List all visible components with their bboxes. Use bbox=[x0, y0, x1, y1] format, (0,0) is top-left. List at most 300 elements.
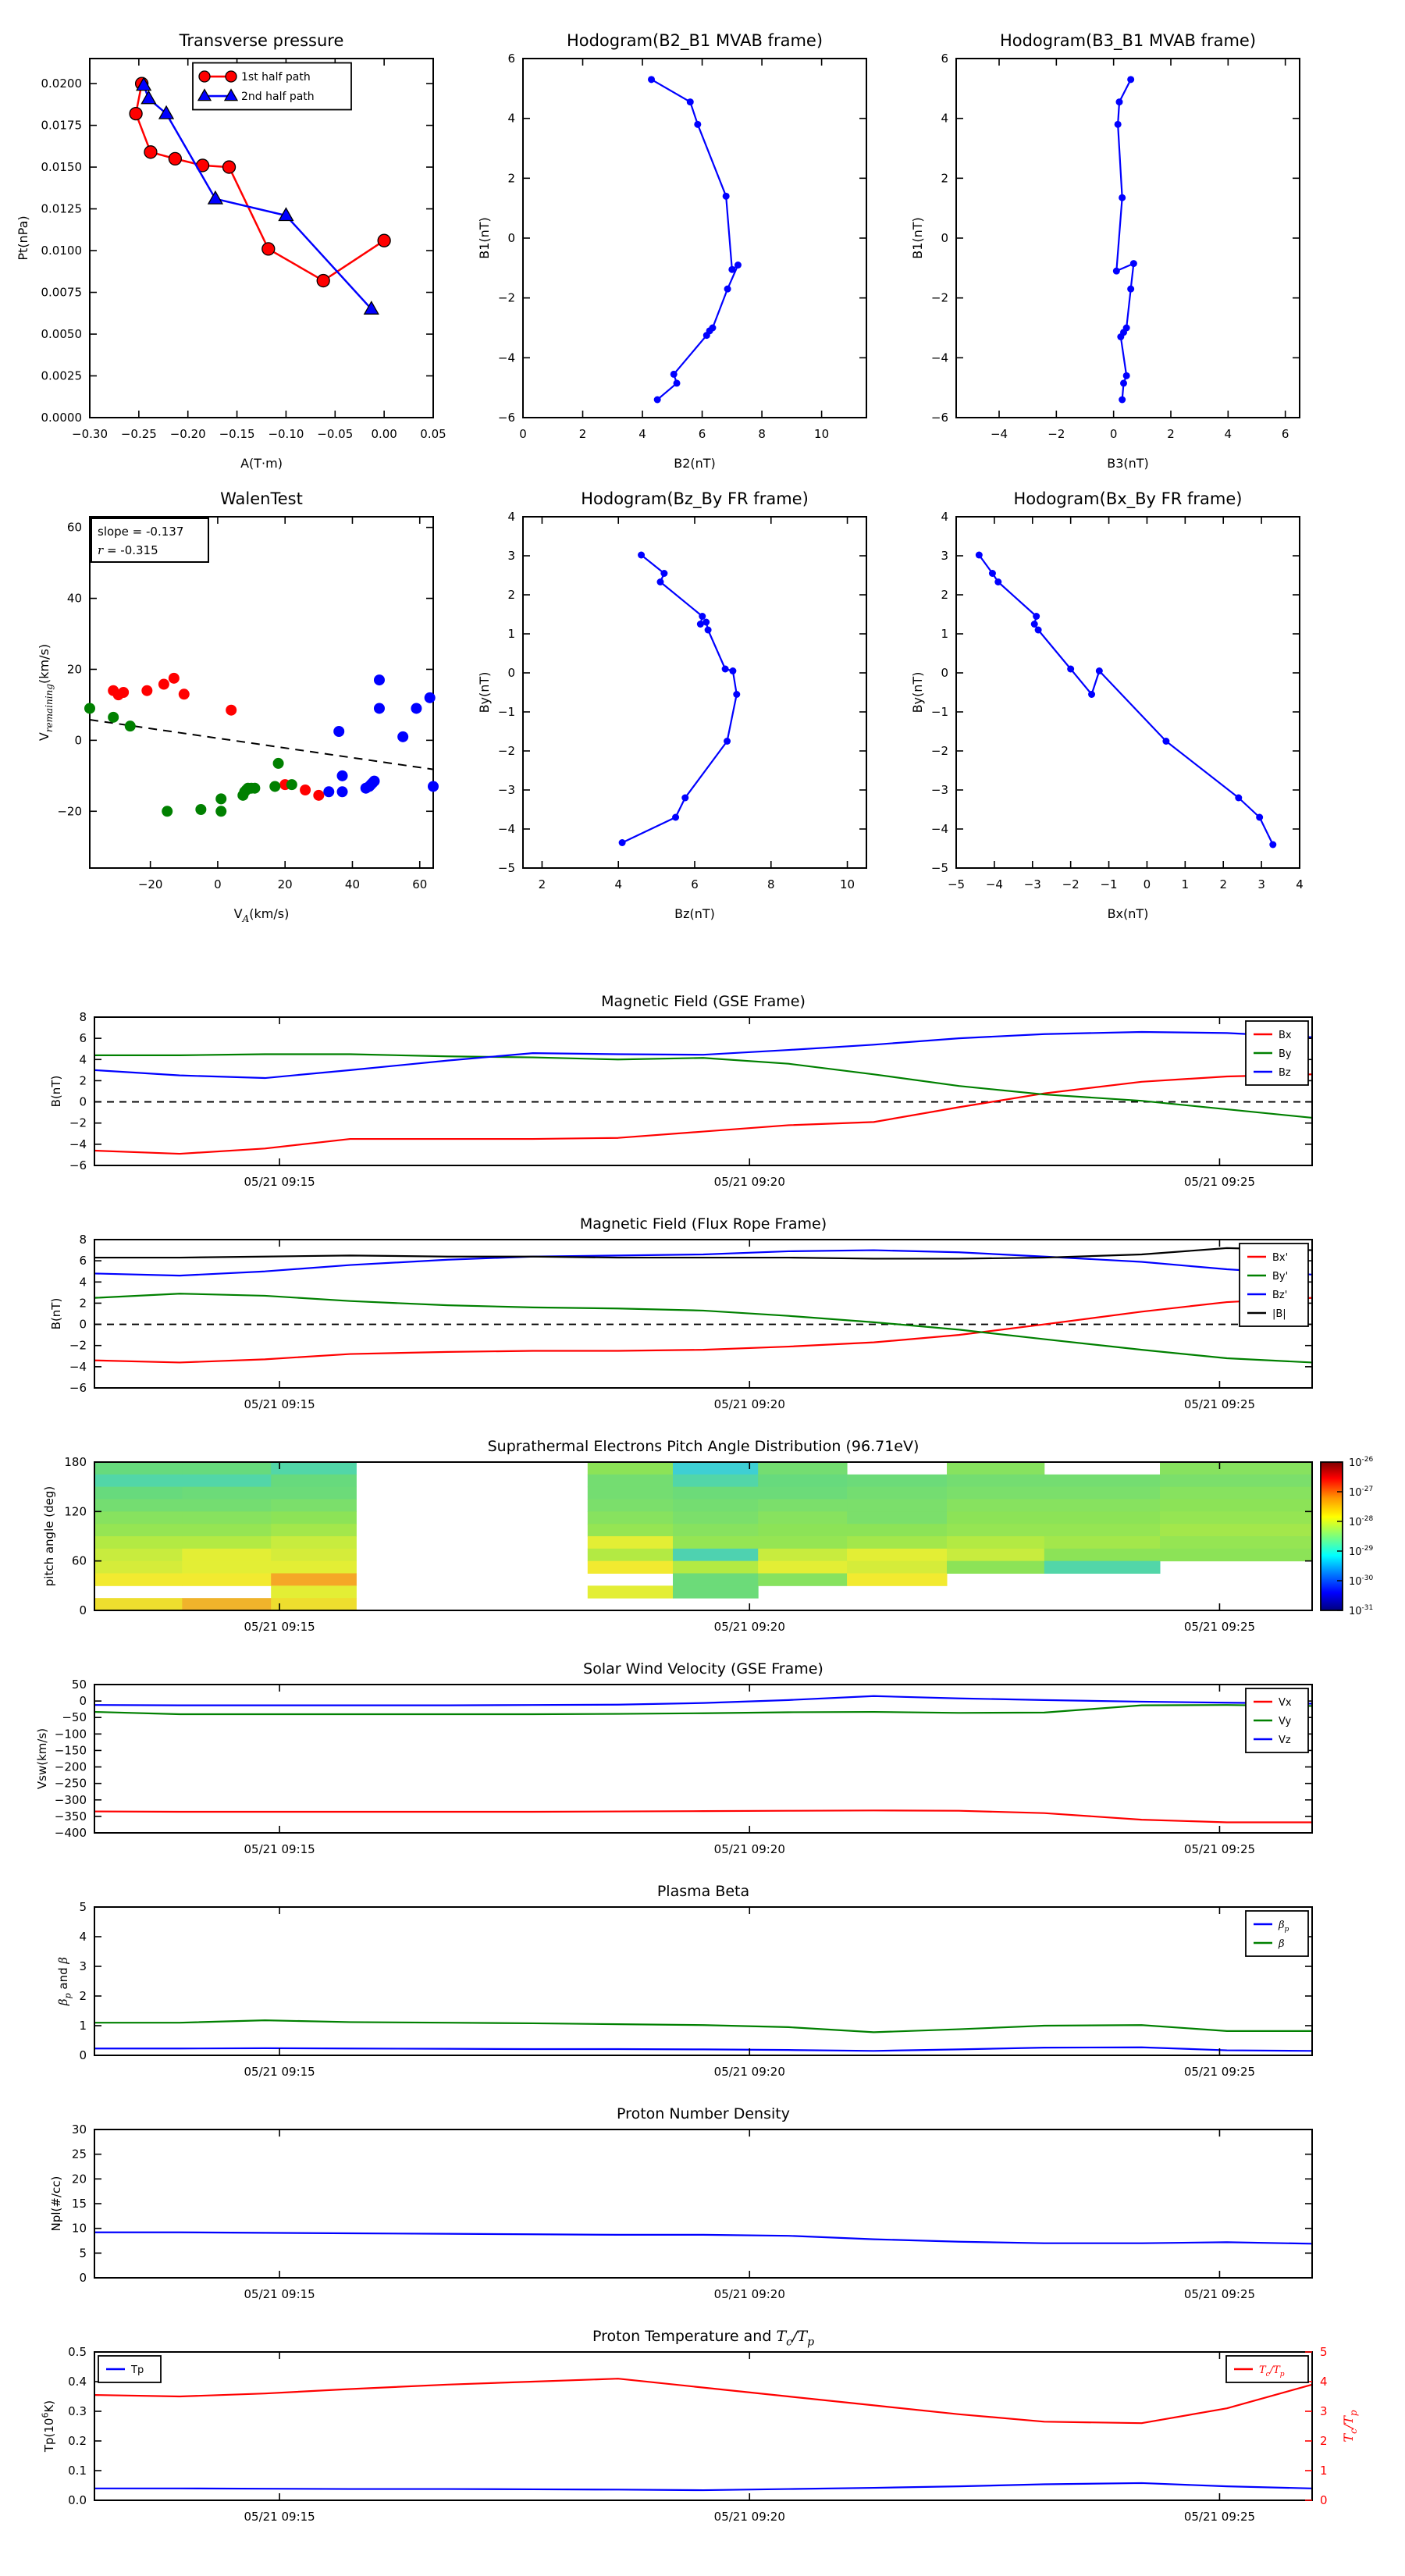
panel-mag_gse bbox=[49, 993, 1312, 1189]
spectrogram-cell bbox=[1160, 1524, 1313, 1536]
x-tick-label: 05/21 09:15 bbox=[244, 1842, 315, 1856]
y-tick-label: −5 bbox=[497, 861, 515, 875]
mag_fr-ylabel: B(nT) bbox=[49, 1297, 63, 1330]
y-tick-label: 2 bbox=[79, 1296, 87, 1311]
transverse_pressure-title: Transverse pressure bbox=[179, 31, 344, 50]
spectrogram-cell bbox=[847, 1511, 947, 1524]
legend-label: Bz' bbox=[1272, 1290, 1288, 1301]
legend-label: $\beta_p$ bbox=[1279, 1920, 1289, 1934]
series-marker bbox=[724, 738, 731, 745]
transverse_pressure-xlabel: A(T·m) bbox=[240, 456, 283, 471]
series-marker bbox=[1127, 286, 1134, 293]
y-tick-label: 25 bbox=[71, 2147, 87, 2161]
series-marker bbox=[1235, 795, 1242, 802]
y-tick-label: 4 bbox=[507, 111, 515, 126]
spectrogram-cell bbox=[182, 1598, 271, 1610]
y-tick-label: −2 bbox=[930, 290, 948, 305]
x-tick-label: −4 bbox=[990, 427, 1008, 441]
spectrogram-cell bbox=[847, 1536, 947, 1549]
series-line bbox=[94, 2483, 1312, 2490]
y-tick-label: 8 bbox=[79, 1233, 87, 1247]
spectrogram-cell bbox=[758, 1549, 847, 1561]
spectrogram-cell bbox=[1044, 1475, 1161, 1487]
series-marker bbox=[657, 578, 664, 585]
series-marker bbox=[215, 793, 226, 804]
x-tick-label: 0.00 bbox=[371, 427, 397, 441]
series-marker bbox=[226, 705, 237, 716]
axes-frame bbox=[94, 2129, 1312, 2278]
spectrogram-cell bbox=[271, 1475, 357, 1487]
spectrogram-cell bbox=[182, 1574, 271, 1586]
y-tick-label: −6 bbox=[69, 1381, 87, 1395]
pitch_angle-title: Suprathermal Electrons Pitch Angle Distribution (96.71eV) bbox=[487, 1438, 919, 1455]
colorbar-tick-label: $10^{-27}$ bbox=[1349, 1485, 1374, 1499]
series-marker bbox=[1096, 667, 1103, 674]
y-tick-label: −4 bbox=[69, 1137, 87, 1151]
x-tick-label: 10 bbox=[840, 877, 855, 891]
y-tick-label: 0 bbox=[79, 2048, 87, 2062]
y-tick-label: 2 bbox=[79, 1989, 87, 2003]
legend-label: By bbox=[1279, 1048, 1292, 1060]
spectrogram-cell bbox=[947, 1500, 1044, 1512]
spectrogram-cell bbox=[182, 1524, 271, 1536]
series-marker bbox=[144, 146, 157, 158]
hodogram_b2b1-ylabel: B1(nT) bbox=[477, 217, 492, 259]
series-marker bbox=[672, 814, 679, 821]
spectrogram-cell bbox=[271, 1500, 357, 1512]
spectrogram-cell bbox=[758, 1511, 847, 1524]
x-tick-label: −4 bbox=[985, 877, 1003, 891]
y2-tick-label: 3 bbox=[1320, 2404, 1328, 2418]
spectrogram-cell bbox=[271, 1511, 357, 1524]
y-tick-label: −2 bbox=[69, 1115, 87, 1130]
y-tick-label: 6 bbox=[507, 52, 515, 66]
y-tick-label: −2 bbox=[930, 744, 948, 758]
series-marker bbox=[374, 674, 385, 685]
spectrogram-cell bbox=[847, 1487, 947, 1500]
panel-mag_fr bbox=[49, 1215, 1312, 1411]
spectrogram-cell bbox=[94, 1574, 183, 1586]
y-tick-label: 0 bbox=[79, 1094, 87, 1109]
panel-hodogram_bzby bbox=[477, 489, 866, 921]
series-marker bbox=[723, 193, 730, 200]
spectrogram-cell bbox=[847, 1574, 947, 1586]
series-marker bbox=[1269, 841, 1276, 849]
y-tick-label: −6 bbox=[497, 411, 515, 425]
spectrogram-cell bbox=[673, 1500, 759, 1512]
y-tick-label: −400 bbox=[54, 1826, 87, 1840]
series-marker bbox=[215, 806, 226, 817]
spectrogram-cell bbox=[758, 1487, 847, 1500]
series-marker bbox=[169, 152, 181, 165]
spectrogram-cell bbox=[588, 1462, 674, 1475]
spectrogram-cell bbox=[1044, 1561, 1161, 1574]
y-tick-label: 4 bbox=[941, 510, 948, 524]
x-tick-label: −0.15 bbox=[219, 427, 255, 441]
y-tick-label: −20 bbox=[57, 804, 82, 819]
spectrogram-cell bbox=[94, 1462, 183, 1475]
y-tick-label: 0.0125 bbox=[41, 201, 82, 216]
axes-frame bbox=[90, 517, 433, 868]
y-tick-label: 6 bbox=[79, 1254, 87, 1268]
y-tick-label: −6 bbox=[69, 1158, 87, 1172]
x-tick-label: 05/21 09:20 bbox=[713, 1175, 785, 1189]
series-marker bbox=[118, 687, 129, 698]
x-tick-label: −2 bbox=[1048, 427, 1065, 441]
legend-label: 1st half path bbox=[241, 71, 311, 84]
x-tick-label: 05/21 09:25 bbox=[1183, 2510, 1256, 2524]
series-marker bbox=[337, 786, 348, 797]
x-tick-label: 0 bbox=[1109, 427, 1118, 441]
y-tick-label: 6 bbox=[79, 1031, 87, 1046]
series-marker bbox=[195, 804, 206, 815]
y-tick-label: 0.0175 bbox=[41, 118, 82, 133]
y2-tick-label: 1 bbox=[1320, 2464, 1328, 2478]
spectrogram-cell bbox=[1044, 1500, 1161, 1512]
y2-tick-label: 0 bbox=[1320, 2493, 1328, 2507]
y-tick-label: −150 bbox=[54, 1743, 87, 1758]
y-tick-label: 2 bbox=[507, 171, 515, 186]
series-marker bbox=[1116, 98, 1123, 105]
y-tick-label: 0 bbox=[507, 231, 515, 245]
spectrogram-cell bbox=[1160, 1511, 1313, 1524]
series-marker bbox=[729, 667, 736, 674]
spectrogram-cell bbox=[1044, 1487, 1161, 1500]
series-marker bbox=[699, 613, 706, 620]
y-tick-label: 50 bbox=[71, 1678, 87, 1692]
x-tick-label: 05/21 09:25 bbox=[1183, 1620, 1256, 1634]
x-tick-label: 05/21 09:15 bbox=[244, 2510, 315, 2524]
y-tick-label: −2 bbox=[497, 744, 515, 758]
series-marker bbox=[130, 108, 142, 120]
y-tick-label: −50 bbox=[62, 1710, 87, 1725]
x-tick-label: 05/21 09:25 bbox=[1183, 2065, 1256, 2079]
y-tick-label: 4 bbox=[941, 111, 948, 126]
series-marker bbox=[369, 776, 380, 787]
y-tick-label: 120 bbox=[64, 1504, 87, 1519]
legend-label: Vz bbox=[1279, 1735, 1291, 1746]
series-line bbox=[94, 2048, 1312, 2051]
series-marker bbox=[337, 770, 348, 781]
y-tick-label: 2 bbox=[941, 588, 948, 602]
x-tick-label: −0.30 bbox=[72, 427, 108, 441]
x-tick-label: 2 bbox=[538, 877, 546, 891]
pitch_angle-ylabel: pitch angle (deg) bbox=[42, 1485, 56, 1587]
spectrogram-cell bbox=[94, 1524, 183, 1536]
x-tick-label: 4 bbox=[1296, 877, 1304, 891]
spectrogram-cell bbox=[182, 1475, 271, 1487]
spectrogram-cell bbox=[182, 1561, 271, 1574]
series-marker bbox=[1035, 627, 1042, 634]
y-tick-label: −4 bbox=[497, 350, 515, 365]
x-tick-label: −1 bbox=[1100, 877, 1118, 891]
spectrogram-cell bbox=[847, 1500, 947, 1512]
spectrogram-cell bbox=[588, 1561, 674, 1574]
series-marker bbox=[705, 627, 712, 634]
series-marker bbox=[108, 712, 119, 723]
y-tick-label: 1 bbox=[79, 2019, 87, 2033]
y-tick-label: 5 bbox=[79, 1900, 87, 1914]
colorbar-tick-label: $10^{-31}$ bbox=[1349, 1604, 1374, 1617]
series-marker bbox=[141, 685, 152, 696]
y-tick-label: 2 bbox=[507, 588, 515, 602]
y-tick-label: 0.0200 bbox=[41, 76, 82, 91]
spectrogram-cell bbox=[758, 1561, 847, 1574]
velocity-ylabel: Vsw(km/s) bbox=[35, 1727, 49, 1790]
spectrogram-cell bbox=[1160, 1536, 1313, 1549]
x-tick-label: 10 bbox=[814, 427, 830, 441]
spectrogram-cell bbox=[94, 1598, 183, 1610]
panel-proton_density bbox=[49, 2105, 1312, 2301]
series-marker bbox=[660, 570, 667, 577]
series-marker bbox=[317, 275, 329, 287]
y-tick-label: −250 bbox=[54, 1776, 87, 1791]
spectrogram-cell bbox=[947, 1475, 1044, 1487]
colorbar-tick-label: $10^{-28}$ bbox=[1349, 1515, 1374, 1528]
y-tick-label: −300 bbox=[54, 1792, 87, 1807]
series-marker bbox=[1162, 738, 1169, 745]
y-tick-label: 0.2 bbox=[68, 2434, 87, 2448]
series-line bbox=[94, 1248, 1312, 1259]
x-tick-label: 2 bbox=[1167, 427, 1175, 441]
spectrogram-cell bbox=[588, 1585, 674, 1598]
temperature-title: Proton Temperature and $T_c/T_p$ bbox=[592, 2328, 815, 2349]
x-tick-label: −0.25 bbox=[120, 427, 157, 441]
proton_density-title: Proton Number Density bbox=[617, 2105, 790, 2122]
series-marker bbox=[670, 371, 678, 378]
spectrogram-cell bbox=[758, 1524, 847, 1536]
series-marker bbox=[262, 243, 275, 255]
series-marker bbox=[374, 703, 385, 713]
spectrogram-cell bbox=[673, 1462, 759, 1475]
spectrogram-cell bbox=[758, 1462, 847, 1475]
spectrogram-cell bbox=[1160, 1462, 1313, 1475]
spectrogram-cell bbox=[94, 1549, 183, 1561]
spectrogram-cell bbox=[271, 1561, 357, 1574]
y2-tick-label: 4 bbox=[1320, 2375, 1328, 2389]
series-marker bbox=[724, 286, 731, 293]
series-marker bbox=[1067, 666, 1074, 673]
y-tick-label: 30 bbox=[71, 2122, 87, 2137]
x-tick-label: 0 bbox=[214, 877, 222, 891]
spectrogram-cell bbox=[673, 1524, 759, 1536]
legend-label: $T_c/T_p$ bbox=[1259, 2364, 1285, 2379]
mag_gse-ylabel: B(nT) bbox=[49, 1075, 63, 1108]
y-tick-label: −4 bbox=[69, 1359, 87, 1374]
series-marker bbox=[722, 666, 729, 673]
proton_density-ylabel: Npl(#/cc) bbox=[49, 2176, 63, 2232]
spectrogram-cell bbox=[182, 1487, 271, 1500]
series-marker bbox=[728, 266, 735, 273]
series-marker bbox=[702, 619, 710, 626]
y-tick-label: 0 bbox=[79, 1694, 87, 1709]
y-tick-label: −5 bbox=[930, 861, 948, 875]
panel-hodogram_b3b1 bbox=[910, 31, 1300, 471]
series-marker bbox=[179, 688, 190, 699]
hodogram_b3b1-xlabel: B3(nT) bbox=[1107, 456, 1149, 471]
y-tick-label: 0.1 bbox=[68, 2464, 87, 2478]
spectrogram-cell bbox=[271, 1524, 357, 1536]
spectrogram-cell bbox=[94, 1500, 183, 1512]
spectrogram-cell bbox=[1044, 1549, 1161, 1561]
axes-frame bbox=[94, 1907, 1312, 2055]
y-tick-label: 4 bbox=[79, 1930, 87, 1944]
x-tick-label: 4 bbox=[1224, 427, 1232, 441]
series-marker bbox=[687, 98, 694, 105]
spectrogram-cell bbox=[271, 1598, 357, 1610]
y-tick-label: 0 bbox=[507, 666, 515, 680]
walen-ylabel: $V_{remaining}(km/s)$ bbox=[37, 643, 55, 742]
series-marker bbox=[169, 673, 180, 684]
series-marker bbox=[976, 552, 983, 559]
series-marker bbox=[1115, 121, 1122, 128]
spectrogram-cell bbox=[588, 1511, 674, 1524]
series-marker bbox=[425, 692, 436, 703]
y-tick-label: 8 bbox=[79, 1010, 87, 1024]
hodogram_bzby-ylabel: By(nT) bbox=[477, 671, 492, 713]
series-marker bbox=[994, 578, 1001, 585]
legend-label: Vy bbox=[1279, 1716, 1292, 1727]
legend-label: Bx bbox=[1279, 1030, 1292, 1041]
series-marker bbox=[1120, 379, 1127, 386]
spectrogram-cell bbox=[1160, 1475, 1313, 1487]
x-tick-label: 3 bbox=[1257, 877, 1265, 891]
y-tick-label: −3 bbox=[497, 783, 515, 797]
legend-label: |B| bbox=[1272, 1308, 1286, 1320]
series-marker bbox=[323, 786, 334, 797]
series-marker bbox=[300, 785, 311, 795]
series-marker bbox=[333, 726, 344, 737]
spectrogram-cell bbox=[271, 1487, 357, 1500]
panel-velocity bbox=[35, 1660, 1312, 1856]
y-tick-label: 0 bbox=[79, 1603, 87, 1617]
axes-frame bbox=[523, 59, 866, 418]
series-marker bbox=[1130, 260, 1137, 267]
hodogram_bxby-ylabel: By(nT) bbox=[910, 671, 925, 713]
legend-label: 2nd half path bbox=[241, 91, 315, 104]
series-line bbox=[979, 555, 1272, 845]
spectrogram-cell bbox=[1160, 1549, 1313, 1561]
series-marker bbox=[681, 795, 688, 802]
spectrogram-cell bbox=[182, 1511, 271, 1524]
series-line bbox=[622, 555, 737, 843]
legend-label: By' bbox=[1272, 1271, 1289, 1283]
y-tick-label: −1 bbox=[930, 705, 948, 719]
y-tick-label: −350 bbox=[54, 1809, 87, 1823]
spectrogram-cell bbox=[673, 1487, 759, 1500]
spectrogram-cell bbox=[847, 1524, 947, 1536]
series-line bbox=[94, 2020, 1312, 2032]
spectrogram-cell bbox=[271, 1585, 357, 1598]
x-tick-label: 05/21 09:15 bbox=[244, 2065, 315, 2079]
spectrogram-cell bbox=[758, 1536, 847, 1549]
y-tick-label: 0.0150 bbox=[41, 160, 82, 175]
annotation-line: r = -0.315 bbox=[98, 543, 158, 557]
series-line bbox=[94, 1074, 1312, 1154]
series-line bbox=[94, 1696, 1312, 1706]
colorbar-tick-label: $10^{-29}$ bbox=[1349, 1545, 1374, 1558]
y-tick-label: −3 bbox=[930, 783, 948, 797]
x-tick-label: −0.10 bbox=[268, 427, 304, 441]
series-marker bbox=[619, 839, 626, 846]
series-line bbox=[94, 2233, 1312, 2244]
spectrogram-cell bbox=[182, 1536, 271, 1549]
hodogram_b2b1-title: Hodogram(B2_B1 MVAB frame) bbox=[566, 31, 823, 50]
spectrogram-cell bbox=[588, 1524, 674, 1536]
x-tick-label: 8 bbox=[758, 427, 766, 441]
y-tick-label: 60 bbox=[71, 1553, 87, 1568]
velocity-title: Solar Wind Velocity (GSE Frame) bbox=[583, 1660, 823, 1678]
x-tick-label: 05/21 09:20 bbox=[713, 1620, 785, 1634]
x-tick-label: 6 bbox=[698, 427, 706, 441]
legend-box bbox=[1246, 1911, 1308, 1956]
series-marker bbox=[428, 781, 439, 792]
spectrogram-cell bbox=[588, 1500, 674, 1512]
series-marker bbox=[208, 191, 222, 204]
series-marker bbox=[694, 121, 701, 128]
x-tick-label: 4 bbox=[614, 877, 622, 891]
spectrogram-cell bbox=[182, 1549, 271, 1561]
y-tick-label: 40 bbox=[66, 591, 82, 606]
spectrogram-cell bbox=[758, 1500, 847, 1512]
legend-label: Vx bbox=[1279, 1697, 1292, 1709]
series-marker bbox=[1119, 397, 1126, 404]
legend-label: Bz bbox=[1279, 1067, 1291, 1079]
colorbar-tick-label: $10^{-30}$ bbox=[1349, 1574, 1374, 1588]
series-line bbox=[94, 1810, 1312, 1822]
spectrogram-cell bbox=[673, 1561, 759, 1574]
spectrogram-cell bbox=[847, 1561, 947, 1574]
x-tick-label: 05/21 09:15 bbox=[244, 1175, 315, 1189]
series-line bbox=[94, 1298, 1312, 1363]
x-tick-label: 0 bbox=[1143, 877, 1151, 891]
x-tick-label: 0.05 bbox=[420, 427, 446, 441]
panel-hodogram_b2b1 bbox=[477, 31, 866, 471]
series-marker bbox=[1088, 691, 1095, 698]
x-tick-label: 05/21 09:25 bbox=[1183, 1175, 1256, 1189]
plasma_beta-title: Plasma Beta bbox=[656, 1883, 750, 1900]
spectrogram-cell bbox=[947, 1462, 1044, 1475]
axes-frame bbox=[956, 517, 1300, 868]
series-line bbox=[94, 2379, 1312, 2423]
y-tick-label: −1 bbox=[497, 705, 515, 719]
y-tick-label: 4 bbox=[79, 1275, 87, 1290]
spectrogram-cell bbox=[947, 1561, 1044, 1574]
series-line bbox=[144, 85, 372, 309]
x-tick-label: 05/21 09:15 bbox=[244, 1397, 315, 1411]
axes-frame bbox=[956, 59, 1300, 418]
spectrogram-cell bbox=[94, 1561, 183, 1574]
y-tick-label: −4 bbox=[497, 822, 515, 836]
hodogram_bzby-title: Hodogram(Bz_By FR frame) bbox=[581, 489, 809, 508]
spectrogram-cell bbox=[588, 1475, 674, 1487]
panel-temperature bbox=[40, 2328, 1359, 2524]
spectrogram-cell bbox=[94, 1511, 183, 1524]
spectrogram-cell bbox=[673, 1475, 759, 1487]
x-tick-label: −0.20 bbox=[169, 427, 206, 441]
x-tick-label: 05/21 09:15 bbox=[244, 1620, 315, 1634]
y-tick-label: 4 bbox=[507, 510, 515, 524]
panel-transverse_pressure bbox=[16, 31, 446, 471]
x-tick-label: 20 bbox=[277, 877, 293, 891]
series-marker bbox=[1117, 333, 1124, 340]
x-tick-label: −5 bbox=[947, 877, 966, 891]
colorbar-tick-label: $10^{-26}$ bbox=[1349, 1456, 1374, 1469]
y-tick-label: −100 bbox=[54, 1727, 87, 1742]
x-tick-label: 60 bbox=[412, 877, 428, 891]
x-tick-label: 6 bbox=[1281, 427, 1289, 441]
series-marker bbox=[989, 570, 996, 577]
